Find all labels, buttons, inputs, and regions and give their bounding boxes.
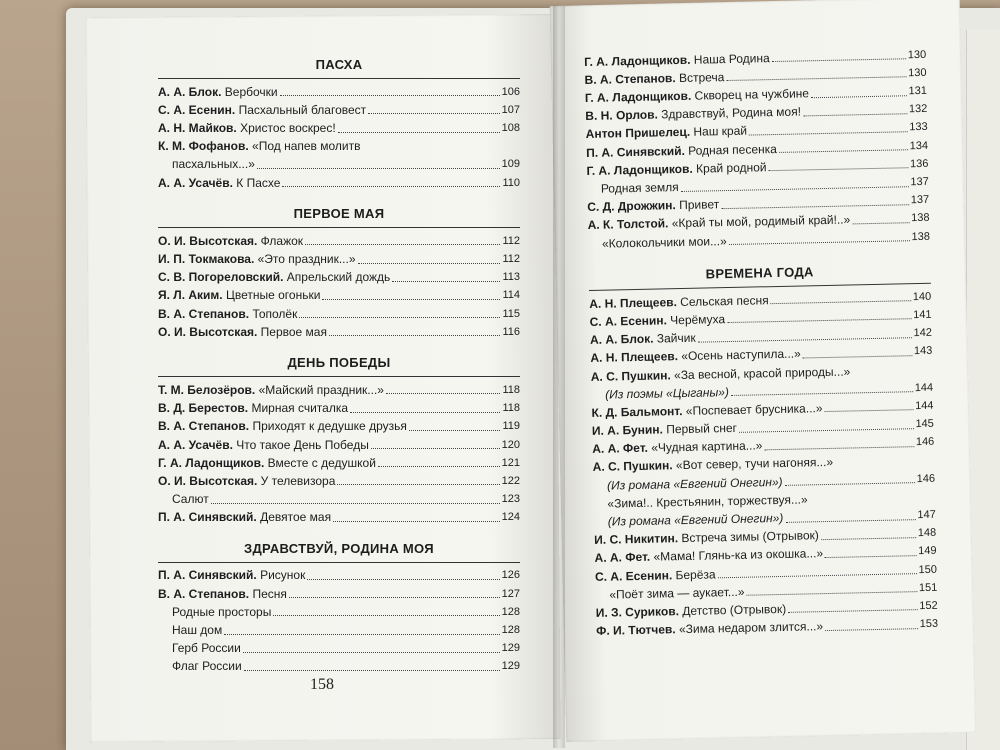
- toc-author: С. Д. Дрожжин.: [587, 198, 676, 215]
- toc-page-number: 137: [910, 175, 929, 189]
- toc-entry-text: [158, 604, 271, 621]
- toc-leader-dots: [785, 482, 915, 486]
- toc-leader-dots: [378, 466, 500, 467]
- toc-title: «Поспевает брусника...»: [682, 400, 823, 418]
- toc-page-number: 132: [908, 103, 928, 116]
- toc-leader-dots: [289, 597, 500, 598]
- toc-leader-dots: [769, 168, 909, 172]
- toc-entry: [158, 173, 520, 191]
- toc-entry: [158, 249, 520, 267]
- toc-leader-dots: [788, 610, 917, 614]
- toc-leader-dots: [721, 204, 909, 209]
- toc-page-number: 138: [911, 212, 930, 225]
- toc-page-number: 128: [501, 624, 520, 636]
- toc-author: Г. А. Ладонщиков.: [584, 52, 691, 69]
- toc-entry: [158, 268, 520, 286]
- toc-title: Пасхальный благовест: [235, 102, 367, 117]
- toc-leader-dots: [243, 652, 500, 653]
- toc-entry: [158, 155, 520, 173]
- section-rule: [158, 78, 520, 79]
- toc-page-number: 138: [911, 230, 931, 243]
- toc-page-number: 146: [915, 436, 935, 449]
- toc-leader-dots: [273, 615, 499, 616]
- toc-leader-dots: [729, 240, 910, 245]
- toc-title: Приходят к дедушке друзья: [249, 419, 407, 434]
- toc-title: Флажок: [257, 233, 304, 248]
- toc-title: Вербочки: [221, 84, 278, 99]
- toc-title: Что такое День Победы: [232, 437, 369, 452]
- toc-leader-dots: [280, 95, 500, 96]
- toc-entry-text: [588, 233, 727, 252]
- page-number: 158: [310, 676, 334, 693]
- toc-author: А. А. Усачёв.: [158, 175, 233, 190]
- toc-title: Берёза: [672, 566, 716, 582]
- toc-entry: [158, 137, 520, 155]
- toc-entry-text: [587, 179, 679, 197]
- toc-leader-dots: [338, 132, 500, 133]
- toc-leader-dots: [307, 579, 499, 580]
- toc-entry-text: [158, 509, 331, 526]
- toc-author: С. А. Есенин.: [158, 102, 236, 117]
- toc-page-number: 124: [501, 511, 520, 524]
- toc-title: «Майский праздник...»: [255, 382, 384, 397]
- toc-author: И. З. Суриков.: [595, 604, 680, 620]
- toc-page-number: 149: [918, 545, 937, 558]
- toc-entry: [158, 584, 520, 602]
- toc-title: Зайчик: [653, 330, 696, 346]
- toc-entry: [158, 657, 520, 675]
- toc-title: Рисунок: [256, 568, 306, 583]
- toc-leader-dots: [333, 521, 500, 522]
- toc-title: Детство (Отрывок): [678, 601, 787, 619]
- toc-leader-dots: [821, 537, 916, 540]
- toc-entry-text: [158, 640, 241, 657]
- toc-page-number: 118: [502, 402, 520, 415]
- toc-page-number: 141: [913, 308, 932, 322]
- toc-author: С. А. Есенин.: [589, 313, 668, 329]
- toc-title: (Из романа «Евгений Онегин»): [607, 510, 784, 529]
- toc-entry-text: [158, 473, 335, 490]
- toc-entry-text: [158, 102, 366, 119]
- toc-author: Г. А. Ладонщиков.: [586, 161, 693, 178]
- toc-page-number: 151: [918, 581, 938, 594]
- toc-title: Флаг России: [172, 659, 242, 674]
- toc-entry: [158, 322, 520, 340]
- toc-entry: [158, 639, 520, 657]
- toc-entry-text: [158, 175, 280, 192]
- section-title: ЗДРАВСТВУЙ, РОДИНА МОЯ: [244, 540, 434, 556]
- toc-author: Г. А. Ладонщиков.: [584, 88, 692, 106]
- toc-leader-dots: [368, 113, 499, 114]
- toc-entry: [158, 620, 520, 638]
- toc-leader-dots: [803, 355, 912, 358]
- toc-leader-dots: [392, 281, 500, 282]
- toc-title: Встреча: [675, 69, 725, 85]
- toc-page-number: 118: [502, 383, 520, 396]
- toc-author: И. П. Токмакова.: [158, 252, 255, 266]
- section-title: ПЕРВОЕ МАЯ: [293, 206, 385, 222]
- toc-title: Вместе с дедушкой: [264, 455, 376, 470]
- toc-entry-text: [158, 418, 407, 435]
- toc-page-number: 153: [919, 617, 939, 631]
- toc-entry-text: [591, 384, 729, 403]
- toc-entry-text: [595, 584, 744, 604]
- toc-page-number: 152: [919, 599, 938, 613]
- toc-page-number: 145: [915, 417, 934, 431]
- section-title: ДЕНЬ ПОБЕДЫ: [287, 355, 391, 371]
- toc-page-number: 112: [502, 253, 520, 265]
- toc-leader-dots: [726, 77, 906, 82]
- toc-leader-dots: [811, 95, 907, 98]
- toc-author: А. А. Фет.: [592, 441, 649, 457]
- toc-page-number: 137: [910, 193, 930, 207]
- toc-page-number: 130: [908, 66, 927, 80]
- toc-title: «Край ты мой, родимый край!..»: [668, 212, 851, 231]
- toc-leader-dots: [409, 430, 501, 431]
- toc-leader-dots: [224, 634, 499, 635]
- toc-entry-text: [158, 455, 376, 472]
- toc-author: А. А. Усачёв.: [158, 437, 233, 452]
- toc-title: «Это праздник...»: [254, 252, 356, 266]
- toc-page-number: 134: [909, 139, 929, 152]
- toc-page-number: 140: [912, 290, 932, 303]
- toc-leader-dots: [244, 670, 500, 671]
- toc-page-number: 130: [907, 48, 927, 61]
- section-list: [158, 380, 520, 526]
- toc-leader-dots: [764, 446, 914, 450]
- toc-leader-dots: [211, 503, 500, 504]
- toc-entry-text: [158, 120, 336, 137]
- toc-title: Встреча зимы (Отрывок): [677, 528, 819, 546]
- section-list: [589, 287, 938, 640]
- toc-title: Сельская песня: [676, 292, 769, 309]
- toc-author: В. А. Степанов.: [584, 70, 676, 87]
- toc-page-number: 106: [501, 85, 520, 98]
- toc-leader-dots: [305, 244, 500, 245]
- toc-page-number: 129: [501, 660, 520, 673]
- toc-page-number: 128: [501, 605, 520, 618]
- toc-page-number: 119: [502, 420, 520, 433]
- toc-leader-dots: [718, 573, 917, 578]
- toc-page-number: 142: [913, 326, 933, 340]
- toc-title: Цветные огоньки: [222, 288, 321, 303]
- toc-title: «Осень наступила...»: [677, 346, 801, 364]
- toc-title: Христос воскрес!: [236, 121, 336, 136]
- toc-author: С. А. Есенин.: [594, 567, 673, 584]
- toc-title: Наш дом: [172, 623, 223, 637]
- toc-entry-text: [158, 269, 390, 286]
- toc-entry-text: [584, 69, 724, 88]
- toc-entry-text: [158, 138, 361, 155]
- toc-title: «Под напев молитв: [248, 139, 361, 154]
- toc-entry-text: [158, 400, 348, 417]
- toc-title: У телевизора: [257, 473, 336, 488]
- toc-entry-text: [158, 233, 303, 250]
- toc-page-number: 110: [502, 176, 520, 189]
- right-page-toc: [584, 45, 938, 640]
- toc-entry-text: [587, 196, 719, 215]
- section-rule: [158, 227, 520, 228]
- toc-entry: [158, 304, 520, 322]
- toc-title: Наша Родина: [690, 50, 770, 67]
- toc-author: В. А. Степанов.: [158, 586, 250, 601]
- toc-author: А. С. Пушкин.: [590, 367, 671, 384]
- toc-entry-text: [589, 311, 725, 330]
- toc-title: Привет: [675, 197, 720, 213]
- toc-leader-dots: [727, 319, 911, 324]
- toc-entry: [158, 435, 520, 453]
- toc-entry: [158, 417, 520, 435]
- toc-title: «Чудная картина...»: [647, 438, 763, 455]
- toc-entry-text: [158, 156, 255, 173]
- toc-leader-dots: [852, 222, 909, 224]
- toc-leader-dots: [749, 131, 907, 135]
- toc-author: А. А. Блок.: [589, 331, 654, 348]
- toc-title: Родная песенка: [684, 141, 777, 158]
- toc-page-number: 144: [914, 381, 934, 394]
- toc-author: Я. Л. Аким.: [158, 288, 223, 303]
- toc-entry-text: [595, 566, 716, 585]
- toc-title: «Зима!.. Крестьянин, торжествуя...»: [607, 492, 808, 511]
- toc-page-number: 144: [915, 399, 934, 413]
- toc-author: Т. М. Белозёров.: [158, 382, 256, 397]
- toc-author: А. А. Блок.: [158, 84, 222, 99]
- toc-page-number: 123: [501, 493, 520, 506]
- toc-entry: [158, 471, 520, 489]
- toc-title: «За весной, красой природы...»: [670, 363, 851, 382]
- toc-leader-dots: [772, 58, 906, 62]
- toc-entry-text: [158, 437, 369, 454]
- toc-page-number: 122: [501, 474, 520, 487]
- toc-leader-dots: [747, 591, 917, 596]
- toc-title: Песня: [249, 586, 287, 601]
- toc-page-number: 146: [916, 472, 936, 485]
- toc-leader-dots: [785, 519, 915, 523]
- toc-leader-dots: [386, 393, 500, 394]
- toc-title: «Мама! Глянь-ка из окошка...»: [650, 546, 824, 565]
- toc-author: А. А. Фет.: [594, 550, 651, 566]
- section-rule: [158, 562, 520, 563]
- toc-title: Герб России: [172, 641, 241, 656]
- toc-entry: [158, 453, 520, 471]
- toc-page-number: 108: [501, 122, 520, 135]
- toc-title: Здравствуй, Родина моя!: [657, 104, 802, 122]
- toc-entry-text: [158, 287, 320, 304]
- toc-leader-dots: [350, 412, 500, 413]
- toc-leader-dots: [771, 300, 911, 304]
- section-list: [158, 566, 520, 675]
- toc-author: С. В. Погореловский.: [158, 270, 284, 285]
- toc-title: пасхальных...»: [172, 157, 255, 172]
- toc-leader-dots: [322, 299, 500, 300]
- toc-author: А. С. Пушкин.: [592, 458, 673, 475]
- toc-title: Мирная считалка: [248, 401, 349, 416]
- toc-page-number: 113: [502, 271, 520, 284]
- toc-leader-dots: [739, 428, 914, 433]
- toc-author: О. И. Высотская.: [158, 233, 258, 248]
- toc-title: Салют: [172, 492, 209, 507]
- toc-entry: [158, 380, 520, 398]
- toc-leader-dots: [731, 391, 913, 396]
- toc-title: (Из поэмы «Цыганы»): [605, 384, 730, 402]
- toc-entry-text: [158, 567, 305, 584]
- toc-title: «Вот север, тучи нагоняя...»: [672, 455, 834, 473]
- toc-author: А. Н. Майков.: [158, 121, 237, 136]
- toc-entry: [158, 508, 520, 526]
- toc-leader-dots: [825, 628, 918, 631]
- toc-page-number: 109: [501, 158, 520, 171]
- toc-title: Апрельский дождь: [283, 270, 391, 285]
- toc-title: Наш край: [689, 124, 748, 140]
- toc-page-number: 127: [501, 587, 520, 600]
- section-list: [158, 231, 520, 340]
- toc-page-number: 147: [917, 508, 936, 522]
- toc-leader-dots: [825, 555, 916, 558]
- toc-entry-text: [590, 330, 696, 349]
- toc-page-number: 150: [918, 563, 938, 576]
- toc-author: И. А. Бунин.: [591, 422, 664, 438]
- toc-leader-dots: [282, 186, 500, 187]
- toc-page-number: 133: [909, 121, 928, 134]
- toc-entry: [158, 231, 520, 249]
- toc-title: Родная земля: [600, 180, 679, 196]
- toc-author: В. А. Степанов.: [158, 306, 250, 321]
- toc-entry-text: [158, 491, 209, 508]
- toc-entry-text: [158, 324, 327, 341]
- toc-title: «Поёт зима — аукает...»: [609, 584, 745, 602]
- toc-title: Тополёк: [249, 306, 298, 321]
- toc-author: В. Н. Орлов.: [585, 107, 659, 124]
- toc-leader-dots: [329, 335, 500, 336]
- toc-leader-dots: [299, 317, 500, 318]
- toc-page-number: 143: [913, 345, 933, 358]
- toc-title: Девятое мая: [256, 510, 332, 525]
- toc-author: В. А. Степанов.: [158, 419, 250, 434]
- toc-author: Г. А. Ладонщиков.: [158, 455, 265, 470]
- toc-author: О. И. Высотская.: [158, 324, 258, 339]
- toc-title: Первое мая: [257, 324, 327, 339]
- toc-page-number: 107: [501, 103, 520, 116]
- toc-leader-dots: [358, 263, 501, 264]
- toc-entry: [158, 286, 520, 304]
- toc-title: Родные просторы: [172, 604, 272, 619]
- toc-entry-text: [158, 658, 242, 675]
- toc-entry: [158, 118, 520, 136]
- toc-page-number: 126: [501, 569, 520, 582]
- toc-leader-dots: [371, 448, 500, 449]
- toc-author: А. К. Толстой.: [587, 216, 669, 233]
- toc-entry-text: [158, 586, 287, 603]
- toc-entry-text: [158, 251, 356, 268]
- section-list: [584, 45, 930, 252]
- toc-page-number: 136: [909, 157, 929, 171]
- section-title: ВРЕМЕНА ГОДА: [705, 264, 814, 282]
- toc-author: К. М. Фофанов.: [158, 139, 249, 154]
- toc-page-number: 115: [502, 307, 520, 320]
- toc-page-number: 112: [502, 234, 520, 247]
- toc-title: К Пасхе: [232, 175, 281, 190]
- toc-entry-text: [158, 622, 222, 639]
- toc-entry: [158, 602, 520, 620]
- toc-entry: [158, 82, 520, 100]
- book-spine-gutter: [553, 6, 565, 748]
- toc-entry-text: [158, 382, 384, 399]
- toc-author: А. Н. Плещеев.: [590, 349, 679, 366]
- toc-page-number: 114: [502, 289, 520, 302]
- toc-entry: [158, 489, 520, 507]
- toc-entry: [158, 398, 520, 416]
- toc-title: Край родной: [692, 160, 767, 176]
- section-list: [158, 82, 520, 191]
- toc-author: В. Д. Берестов.: [158, 401, 249, 416]
- toc-page-number: 148: [917, 526, 937, 540]
- section-title: ПАСХА: [315, 57, 363, 72]
- toc-entry-text: [158, 306, 297, 323]
- toc-leader-dots: [257, 168, 500, 169]
- toc-author: А. Н. Плещеев.: [589, 294, 678, 311]
- toc-author: К. Д. Бальмонт.: [591, 403, 683, 420]
- toc-page-number: 120: [501, 438, 520, 451]
- toc-author: П. А. Синявский.: [585, 143, 685, 160]
- toc-title: «Колокольчики мои...»: [601, 233, 727, 251]
- toc-author: П. А. Синявский.: [158, 510, 257, 525]
- toc-title: Первый снег: [662, 420, 738, 437]
- toc-leader-dots: [337, 484, 499, 485]
- left-page-toc: [158, 54, 520, 675]
- toc-title: «Зима недаром злится...»: [675, 619, 824, 637]
- toc-author: О. И. Высотская.: [158, 473, 258, 488]
- toc-leader-dots: [803, 113, 907, 116]
- toc-page-number: 121: [501, 456, 520, 469]
- toc-entry: [158, 100, 520, 118]
- toc-entry-text: [592, 420, 737, 440]
- section-rule: [158, 376, 520, 377]
- toc-leader-dots: [825, 410, 914, 413]
- toc-title: (Из романа «Евгений Онегин»): [606, 474, 783, 493]
- toc-entry-text: [586, 123, 748, 143]
- toc-author: П. А. Синявский.: [158, 568, 257, 583]
- toc-title: Скворец на чужбине: [691, 86, 810, 103]
- toc-author: Антон Пришелец.: [585, 125, 691, 142]
- toc-entry: [158, 566, 520, 584]
- toc-author: Ф. И. Тютчев.: [595, 622, 676, 638]
- toc-entry-text: [158, 84, 278, 101]
- toc-author: И. С. Никитин.: [594, 531, 679, 548]
- toc-page-number: 116: [502, 325, 520, 338]
- toc-page-number: 131: [908, 84, 928, 98]
- toc-page-number: 129: [501, 642, 520, 655]
- toc-leader-dots: [779, 149, 908, 153]
- toc-title: Черёмуха: [666, 312, 726, 328]
